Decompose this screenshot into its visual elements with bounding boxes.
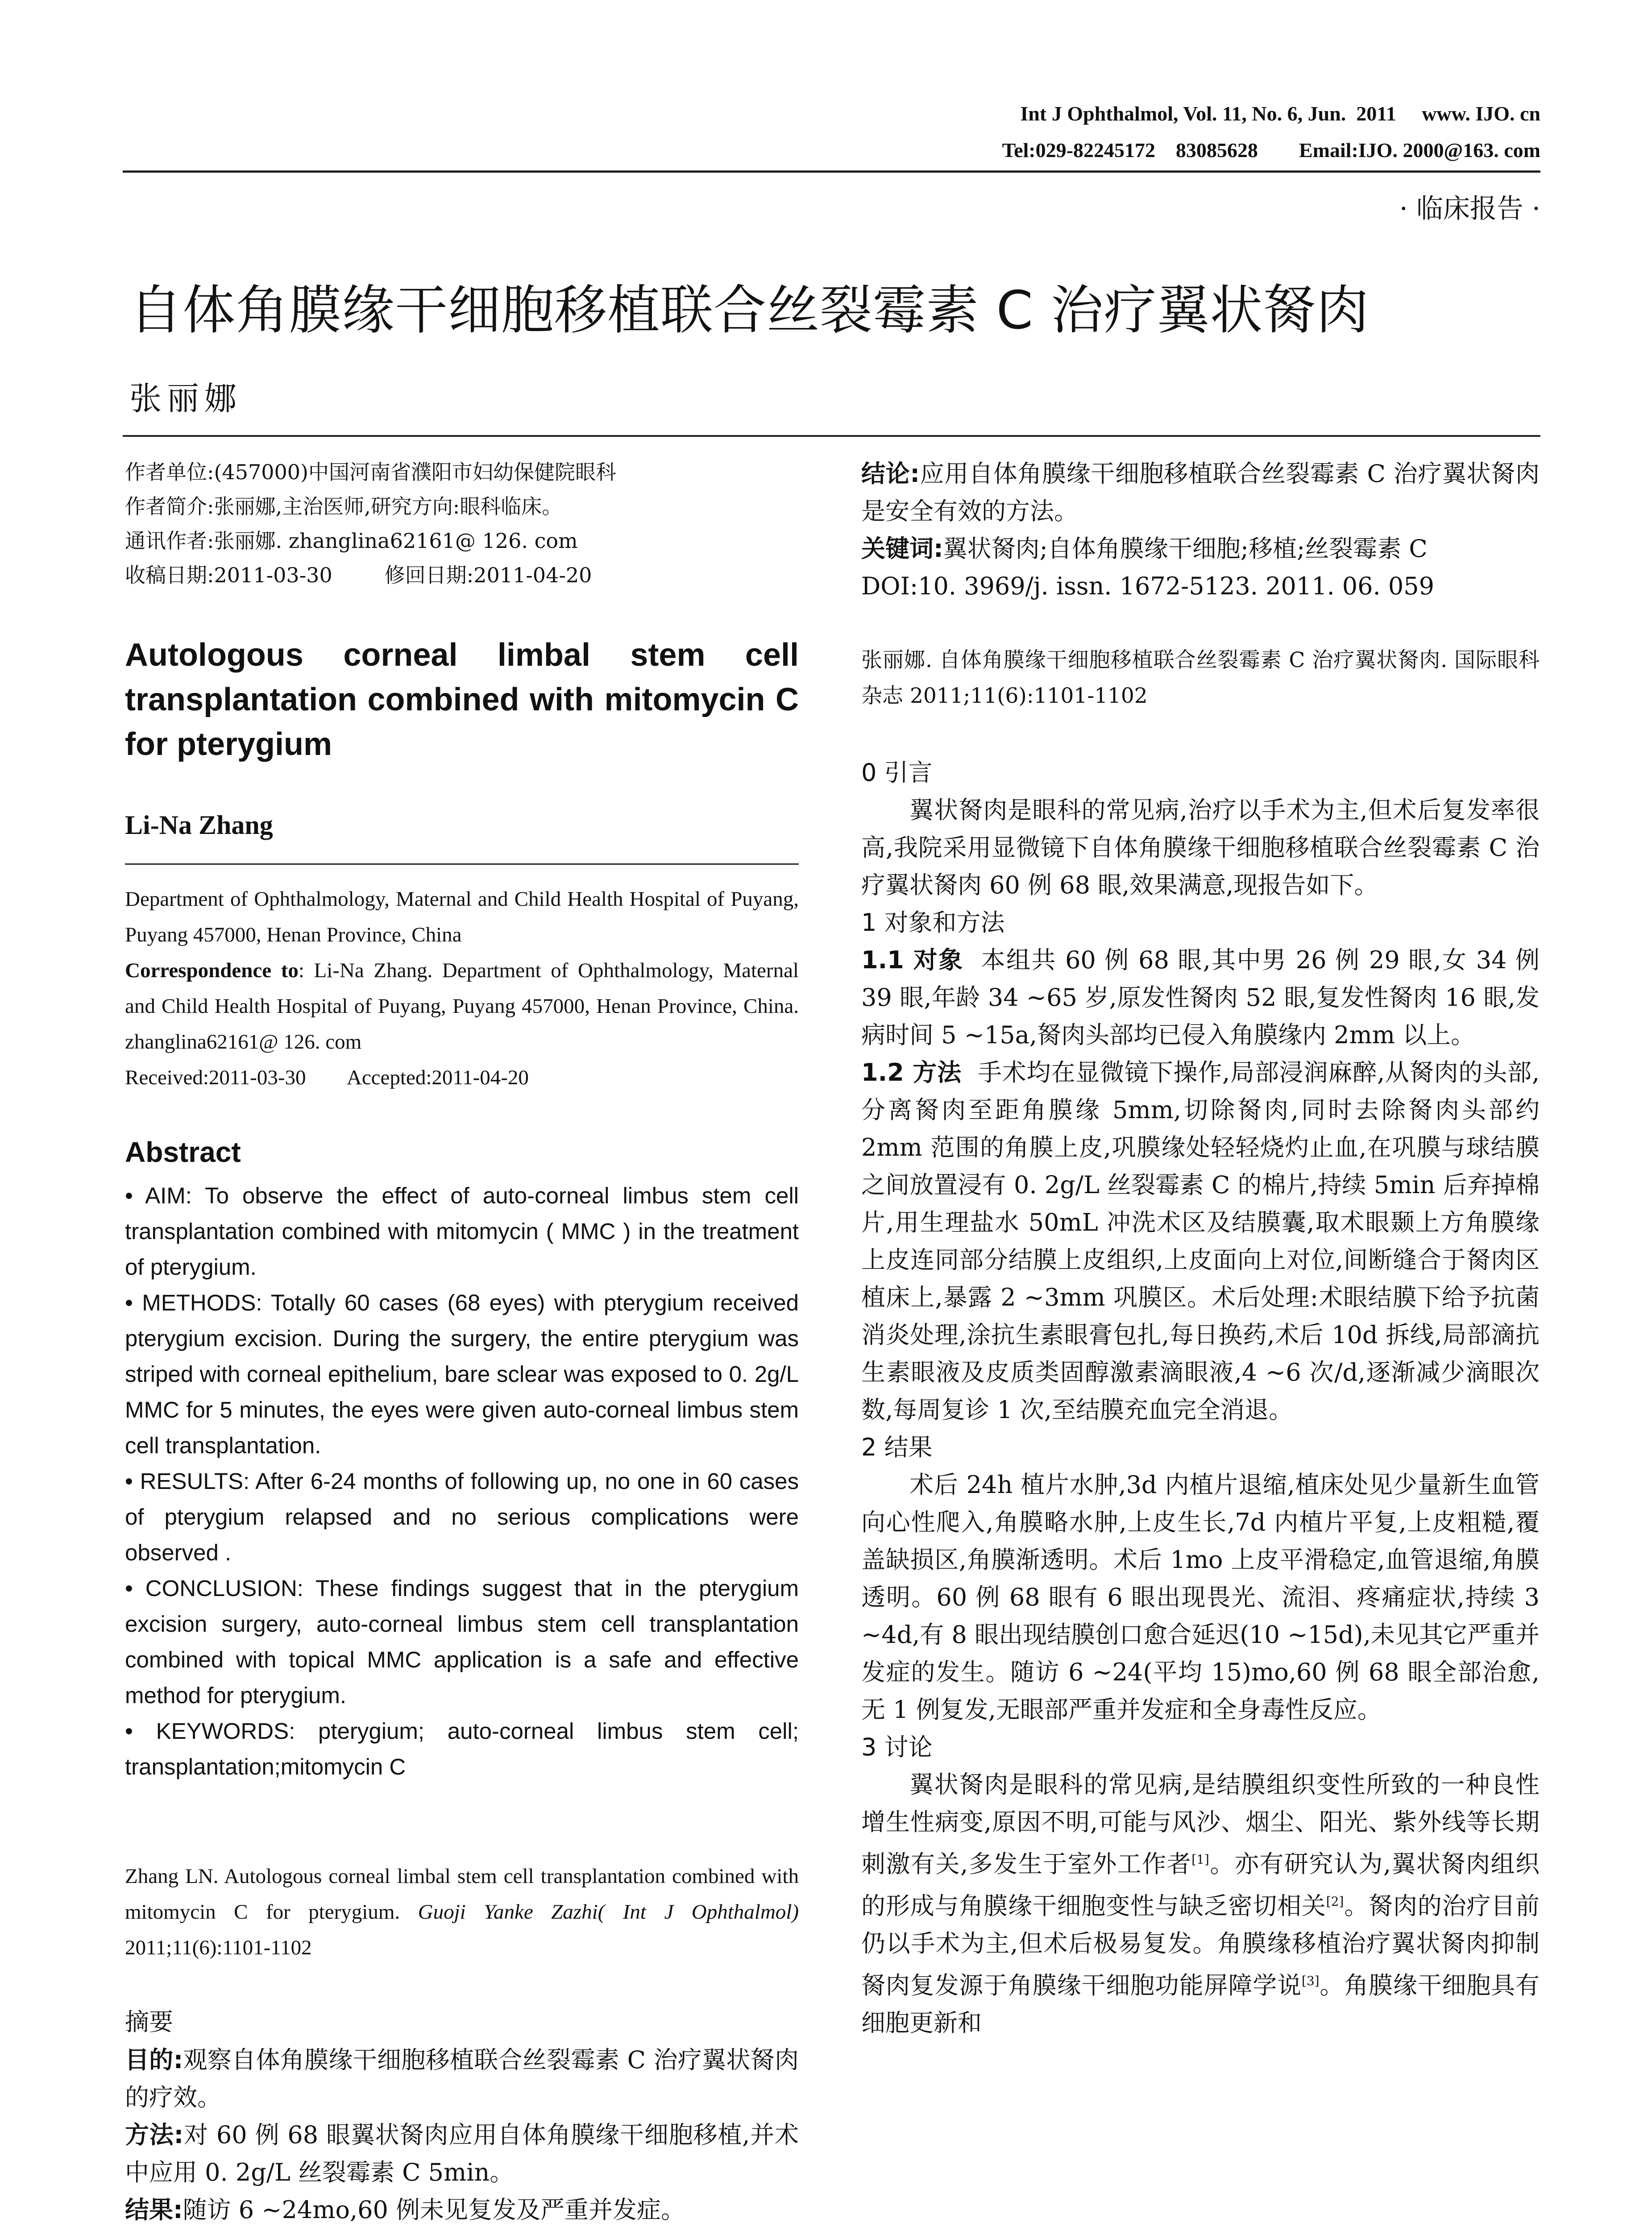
citation-cn: 张丽娜. 自体角膜缘干细胞移植联合丝裂霉素 C 治疗翼状胬肉. 国际眼科杂志 2011;11(6):1101-1102	[861, 648, 1540, 708]
author-name-en: Li-Na Zhang	[125, 810, 273, 840]
header-rule	[123, 170, 1540, 173]
dates-cn: 收稿日期:2011-03-30 修回日期:2011-04-20	[125, 563, 592, 587]
conclusion-text-cn: 应用自体角膜缘干细胞移植联合丝裂霉素 C 治疗翼状胬肉是安全有效的方法。	[861, 460, 1540, 525]
section-tag: · 临床报告 ·	[1399, 193, 1540, 224]
article-title-cn: 自体角膜缘干细胞移植联合丝裂霉素 C 治疗翼状胬肉	[129, 279, 1370, 341]
section-1-2-text: 手术均在显微镜下操作,局部浸润麻醉,从胬肉的头部,分离胬肉至距角膜缘 5mm,切除胬肉,同时去除胬肉头部约 2mm 范围的角膜上皮,巩膜缘处轻轻烧灼止血,在巩膜与球结膜之间放置浸有 0. 2g/L 丝裂霉素 C 的棉片,持续 5min 后弃掉棉片,用生理盐水 50mL 冲洗术区及结膜囊,取术眼颞上方角膜缘上皮连同部分结膜上皮组织,上皮面向上对位,间断缝合于胬肉区植床上,暴露 2 ~3mm 巩膜区。术后处理:术眼结膜下给予抗菌消炎处理,涂抗生素眼膏包扎,每日换药,术后 10d 拆线,局部滴抗生素眼液及皮质类固醇激素滴眼液,4 ~6 次/d,逐渐减少滴眼次数,每周复诊 1 次,至结膜充血完全消退。	[861, 1058, 1540, 1424]
section-3-text-b: 。亦有研究认为,翼状胬肉组织的形成与角膜缘干细胞变性与缺乏密切相关	[861, 1850, 1540, 1920]
reference-1[interactable]: [1]	[1191, 1852, 1209, 1867]
section-3-paragraph	[861, 1766, 1540, 2042]
correspondence-text: : Li-Na Zhang. Department of Ophthalmology, Maternal and Child Health Hospital of Puyang, Puyang 457000, Henan Province, China. zhanglina62161@ 126. com	[125, 959, 799, 1053]
abstract-cn	[125, 2041, 799, 2229]
correspondence-cn: 通讯作者:张丽娜. zhanglina62161@ 126. com	[125, 529, 578, 553]
abstract-en	[125, 1178, 799, 1785]
section-1-1-text: 本组共 60 例 68 眼,其中男 26 例 29 眼,女 34 例 39 眼,年龄 34 ~65 岁,原发性胬肉 52 眼,复发性胬肉 16 眼,发病时间 5 ~15a,胬肉头部均已侵入角膜缘内 2mm 以上。	[861, 946, 1540, 1049]
abstract-aim: • AIM: To observe the effect of auto-corneal limbus stem cell transplantation combined with mitomycin ( MMC ) in the treatment of pterygium.	[125, 1183, 799, 1280]
department-en: Department of Ophthalmology, Maternal and Child Health Hospital of Puyang, Puyang 457000, Henan Province, China	[125, 887, 799, 946]
abstract-keywords: • KEYWORDS: pterygium; auto-corneal limbus stem cell; transplantation;mitomycin C	[125, 1718, 799, 1779]
keywords-label-cn: 关键词:	[861, 535, 943, 563]
conclusion-label-cn: 结论:	[861, 460, 920, 488]
abstract-cn-heading: 摘要	[125, 2008, 173, 2036]
abstract-conclusion: • CONCLUSION: These findings suggest that in the pterygium excision surgery, auto-corneal limbus stem cell transplantation combined with topical MMC application is a safe and effective method for pterygium.	[125, 1576, 799, 1708]
abstract-heading: Abstract	[125, 1136, 241, 1168]
affiliation-en	[125, 881, 799, 1095]
citation-tail: 2011;11(6):1101-1102	[125, 1936, 312, 1959]
reference-2[interactable]: [2]	[1326, 1894, 1344, 1909]
author-meta-cn	[125, 455, 799, 593]
author-bio: 作者简介:张丽娜,主治医师,研究方向:眼科临床。	[125, 494, 563, 518]
abstract-cn-results	[125, 2191, 799, 2229]
section-1-1-label: 1.1 对象	[861, 946, 964, 974]
section-0-paragraph: 翼状胬肉是眼科的常见病,治疗以手术为主,但术后复发率很高,我院采用显微镜下自体角膜缘干细胞移植联合丝裂霉素 C 治疗翼状胬肉 60 例 68 眼,效果满意,现报告如下。	[861, 796, 1540, 899]
section-0-title: 0 引言	[861, 759, 933, 787]
abstract-cn-aim	[125, 2041, 799, 2116]
author-unit: 作者单位:(457000)中国河南省濮阳市妇幼保健院眼科	[125, 460, 616, 484]
article-body	[861, 754, 1540, 2042]
methods-text-cn: 对 60 例 68 眼翼状胬肉应用自体角膜缘干细胞移植,并术中应用 0. 2g/L 丝裂霉素 C 5min。	[125, 2121, 799, 2186]
section-2-paragraph: 术后 24h 植片水肿,3d 内植片退缩,植床处见少量新生血管向心性爬入,角膜略水肿,上皮生长,7d 内植片平复,上皮粗糙,覆盖缺损区,角膜渐透明。术后 1mo 上皮平滑稳定,血管退缩,角膜透明。60 例 68 眼有 6 眼出现畏光、流泪、疼痛症状,持续 3 ~4d,有 8 眼出现结膜创口愈合延迟(10 ~15d),未见其它严重并发症的发生。随访 6 ~24(平均 15)mo,60 例 68 眼全部治愈,无 1 例复发,无眼部严重并发症和全身毒性反应。	[861, 1471, 1540, 1724]
doi: DOI:10. 3969/j. issn. 1672-5123. 2011. 06. 059	[861, 572, 1434, 600]
dates-en: Received:2011-03-30 Accepted:2011-04-20	[125, 1066, 529, 1089]
section-2-title: 2 结果	[861, 1433, 933, 1461]
section-1-2	[861, 1054, 1540, 1429]
aim-label-cn: 目的:	[125, 2046, 183, 2074]
abstract-cn-conclusion	[861, 455, 1540, 530]
results-text-cn: 随访 6 ~24mo,60 例未见复发及严重并发症。	[183, 2196, 685, 2224]
journal-contact-line: Tel:029-82245172 83085628 Email:IJO. 2000@163. com	[1002, 139, 1540, 162]
citation-en	[125, 1858, 799, 1966]
aim-text-cn: 观察自体角膜缘干细胞移植联合丝裂霉素 C 治疗翼状胬肉的疗效。	[125, 2046, 799, 2111]
reference-3[interactable]: [3]	[1301, 1974, 1320, 1988]
citation-text: Zhang LN. Autologous corneal limbal stem cell transplantation combined with mitomycin C for pterygium.	[125, 1865, 799, 1924]
abstract-cn-keywords	[861, 530, 1540, 568]
methods-label-cn: 方法:	[125, 2121, 184, 2149]
results-label-cn: 结果:	[125, 2196, 183, 2224]
keywords-text-cn: 翼状胬肉;自体角膜缘干细胞;移植;丝裂霉素 C	[943, 535, 1428, 563]
abstract-cn-continued	[861, 455, 1540, 605]
abstract-methods: • METHODS: Totally 60 cases (68 eyes) with pterygium received pterygium excision. During the surgery, the entire pterygium was striped with corneal epithelium, bare sclear was exposed to 0. 2g/L MMC for 5 minutes, the eyes were given auto-corneal limbus stem cell transplantation.	[125, 1290, 799, 1458]
section-3-text-d: 。角膜缘干细胞具有细胞更新和	[861, 1971, 1540, 2037]
section-3-text-a: 翼状胬肉是眼科的常见病,是结膜组织变性所致的一种良性增生性病变,原因不明,可能与风沙、烟尘、阳光、紫外线等长期刺激有关,多发生于室外工作者	[861, 1771, 1540, 1878]
abstract-cn-methods	[125, 2116, 799, 2191]
correspondence-en	[125, 953, 799, 1060]
author-name-cn: 张丽娜	[129, 380, 242, 417]
citation-journal: Guoji Yanke Zazhi( Int J Ophthalmol)	[418, 1900, 799, 1924]
section-1-1	[861, 941, 1540, 1054]
section-3-text-c: 。胬肉的治疗目前仍以手术为主,但术后极易复发。角膜缘移植治疗翼状胬肉抑制胬肉复发源于角膜缘干细胞功能屏障学说	[861, 1892, 1540, 1999]
article-title-en: Autologous corneal limbal stem cell transplantation combined with mitomycin C for pterygium	[125, 637, 799, 762]
author-rule	[125, 863, 799, 865]
title-rule	[123, 435, 1540, 437]
section-1-2-label: 1.2 方法	[861, 1058, 962, 1086]
section-3-title: 3 讨论	[861, 1733, 933, 1761]
journal-header-line: Int J Ophthalmol, Vol. 11, No. 6, Jun. 2011 www. IJO. cn	[1020, 102, 1540, 125]
correspondence-label: Correspondence to	[125, 959, 299, 982]
section-1-title: 1 对象和方法	[861, 908, 1005, 937]
abstract-results: • RESULTS: After 6-24 months of following up, no one in 60 cases of pterygium relapsed and no serious complications were observed .	[125, 1468, 799, 1565]
